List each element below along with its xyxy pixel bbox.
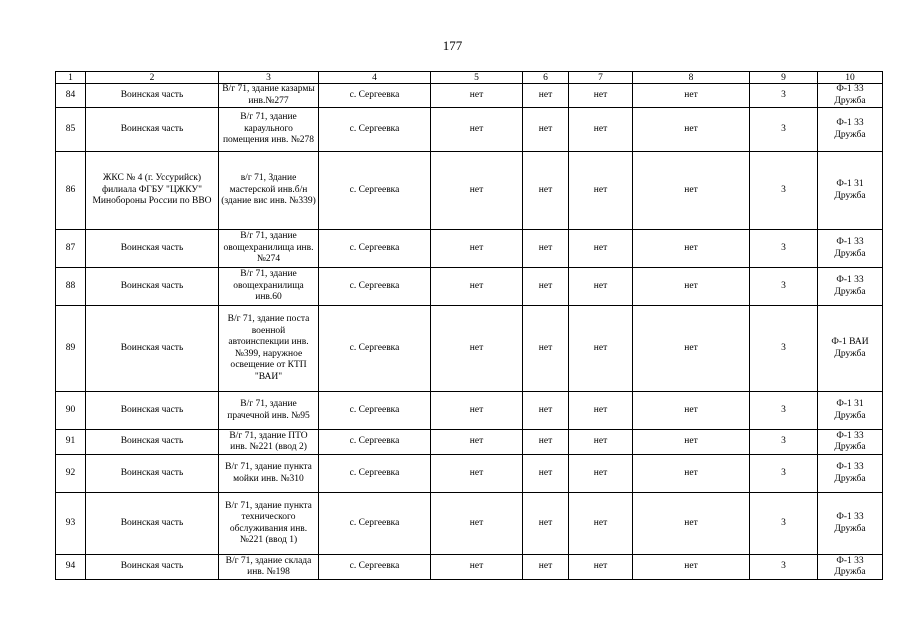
table-cell: с. Сергеевка	[319, 306, 431, 392]
table-row	[56, 84, 883, 108]
table-body	[56, 84, 883, 580]
registry-table	[55, 71, 883, 580]
table-cell: нет	[431, 268, 523, 306]
table-cell: нет	[633, 306, 750, 392]
table-row	[56, 493, 883, 555]
table-cell: 3	[750, 392, 818, 430]
table-cell: с. Сергеевка	[319, 430, 431, 455]
table-cell: нет	[569, 306, 633, 392]
table-cell: 86	[56, 152, 86, 230]
table-cell: 3	[750, 306, 818, 392]
table-cell: Воинская часть	[86, 430, 219, 455]
header-row	[56, 72, 883, 84]
table-row	[56, 230, 883, 268]
table-cell: 84	[56, 84, 86, 108]
table-cell: В/г 71, здание овощехранилища инв.60	[219, 268, 319, 306]
table-cell: нет	[569, 392, 633, 430]
table-cell: В/г 71, здание пункта мойки инв. №310	[219, 455, 319, 493]
table-cell: нет	[569, 152, 633, 230]
table-cell: нет	[569, 455, 633, 493]
table-cell: Воинская часть	[86, 268, 219, 306]
table-cell: нет	[569, 493, 633, 555]
table-cell: с. Сергеевка	[319, 268, 431, 306]
table-cell: 3	[750, 108, 818, 152]
table-cell: нет	[569, 84, 633, 108]
table-cell: Воинская часть	[86, 230, 219, 268]
table-row	[56, 268, 883, 306]
table-cell: нет	[523, 430, 569, 455]
table-cell: нет	[431, 555, 523, 580]
table-cell: с. Сергеевка	[319, 455, 431, 493]
table-cell: Ф-1 ВАИ Дружба	[818, 306, 883, 392]
table-cell: 3	[750, 84, 818, 108]
table-cell: в/г 71, Здание мастерской инв.б/н (здание вис инв. №339)	[219, 152, 319, 230]
table-cell: нет	[523, 392, 569, 430]
table-cell: нет	[633, 152, 750, 230]
table-row	[56, 152, 883, 230]
table-cell: нет	[569, 555, 633, 580]
table-cell: 3	[750, 152, 818, 230]
table-cell: нет	[633, 493, 750, 555]
table-cell: нет	[523, 268, 569, 306]
table-cell: нет	[569, 430, 633, 455]
table-cell: Ф-1 33 Дружба	[818, 555, 883, 580]
table-cell: нет	[523, 306, 569, 392]
column-header: 7	[569, 72, 633, 84]
table-cell: 3	[750, 430, 818, 455]
table-cell: Ф-1 33 Дружба	[818, 84, 883, 108]
table-cell: с. Сергеевка	[319, 555, 431, 580]
table-cell: Ф-1 31 Дружба	[818, 392, 883, 430]
table-cell: с. Сергеевка	[319, 230, 431, 268]
table-cell: нет	[523, 230, 569, 268]
table-cell: 87	[56, 230, 86, 268]
table-row	[56, 430, 883, 455]
table-cell: В/г 71, здание прачечной инв. №95	[219, 392, 319, 430]
column-header: 10	[818, 72, 883, 84]
table-cell: 3	[750, 555, 818, 580]
table-cell: нет	[633, 268, 750, 306]
column-header: 8	[633, 72, 750, 84]
table-cell: нет	[523, 455, 569, 493]
table-cell: нет	[633, 392, 750, 430]
table-cell: 91	[56, 430, 86, 455]
table-cell: 3	[750, 268, 818, 306]
table-cell: нет	[431, 152, 523, 230]
table-cell: нет	[431, 230, 523, 268]
table-cell: 92	[56, 455, 86, 493]
table-cell: 93	[56, 493, 86, 555]
table-cell: Воинская часть	[86, 306, 219, 392]
table-cell: 90	[56, 392, 86, 430]
table-cell: нет	[431, 84, 523, 108]
table-cell: нет	[431, 455, 523, 493]
table-cell: с. Сергеевка	[319, 493, 431, 555]
page-number: 177	[442, 38, 463, 53]
table-cell: 88	[56, 268, 86, 306]
table-cell: Воинская часть	[86, 493, 219, 555]
table-cell: В/г 71, здание ПТО инв. №221 (ввод 2)	[219, 430, 319, 455]
table-cell: В/г 71, здание поста военной автоинспекции инв. №399, наружное освещение от КТП "ВАИ"	[219, 306, 319, 392]
column-header: 5	[431, 72, 523, 84]
table-cell: 3	[750, 493, 818, 555]
table-row	[56, 108, 883, 152]
table-cell: нет	[633, 84, 750, 108]
table-cell: нет	[569, 108, 633, 152]
table-row	[56, 392, 883, 430]
table-cell: 94	[56, 555, 86, 580]
table-cell: с. Сергеевка	[319, 152, 431, 230]
table-cell: нет	[431, 430, 523, 455]
table-cell: Воинская часть	[86, 455, 219, 493]
table-cell: 3	[750, 230, 818, 268]
table-cell: нет	[523, 84, 569, 108]
table-cell: с. Сергеевка	[319, 108, 431, 152]
table-cell: ЖКС № 4 (г. Уссурийск) филиала ФГБУ "ЦЖКУ" Минобороны России по ВВО	[86, 152, 219, 230]
table-cell: Ф-1 33 Дружба	[818, 230, 883, 268]
table-cell: Воинская часть	[86, 108, 219, 152]
table-cell: Ф-1 33 Дружба	[818, 493, 883, 555]
table-cell: нет	[431, 493, 523, 555]
column-header: 1	[56, 72, 86, 84]
table-cell: нет	[523, 555, 569, 580]
table-cell: В/г 71, здание овощехранилища инв. №274	[219, 230, 319, 268]
table-cell: 3	[750, 455, 818, 493]
table-cell: нет	[633, 430, 750, 455]
table-cell: В/г 71, здание караульного помещения инв. №278	[219, 108, 319, 152]
table-cell: 85	[56, 108, 86, 152]
table-cell: В/г 71, здание склада инв. №198	[219, 555, 319, 580]
table-cell: нет	[431, 392, 523, 430]
column-header: 2	[86, 72, 219, 84]
table-cell: Воинская часть	[86, 84, 219, 108]
table-cell: Ф-1 31 Дружба	[818, 152, 883, 230]
table-cell: В/г 71, здание казармы инв.№277	[219, 84, 319, 108]
table-cell: с. Сергеевка	[319, 392, 431, 430]
table-cell: Воинская часть	[86, 555, 219, 580]
table-cell: с. Сергеевка	[319, 84, 431, 108]
table-cell: нет	[431, 108, 523, 152]
table-cell: В/г 71, здание пункта технического обслуживания инв.№221 (ввод 1)	[219, 493, 319, 555]
table-cell: Ф-1 33 Дружба	[818, 455, 883, 493]
table-cell: Воинская часть	[86, 392, 219, 430]
table-cell: нет	[633, 230, 750, 268]
table-cell: нет	[633, 108, 750, 152]
table-row	[56, 306, 883, 392]
table-row	[56, 555, 883, 580]
table-cell: нет	[431, 306, 523, 392]
table-cell: нет	[569, 230, 633, 268]
column-header: 6	[523, 72, 569, 84]
column-header: 9	[750, 72, 818, 84]
table-row	[56, 455, 883, 493]
table-cell: нет	[633, 455, 750, 493]
table-cell: нет	[523, 108, 569, 152]
table-cell: нет	[523, 152, 569, 230]
table-cell: 89	[56, 306, 86, 392]
column-header: 4	[319, 72, 431, 84]
column-header: 3	[219, 72, 319, 84]
table-cell: Ф-1 33 Дружба	[818, 430, 883, 455]
table-cell: Ф-1 33 Дружба	[818, 268, 883, 306]
table-cell: нет	[523, 493, 569, 555]
table-cell: нет	[633, 555, 750, 580]
table-cell: Ф-1 33 Дружба	[818, 108, 883, 152]
table-cell: нет	[569, 268, 633, 306]
